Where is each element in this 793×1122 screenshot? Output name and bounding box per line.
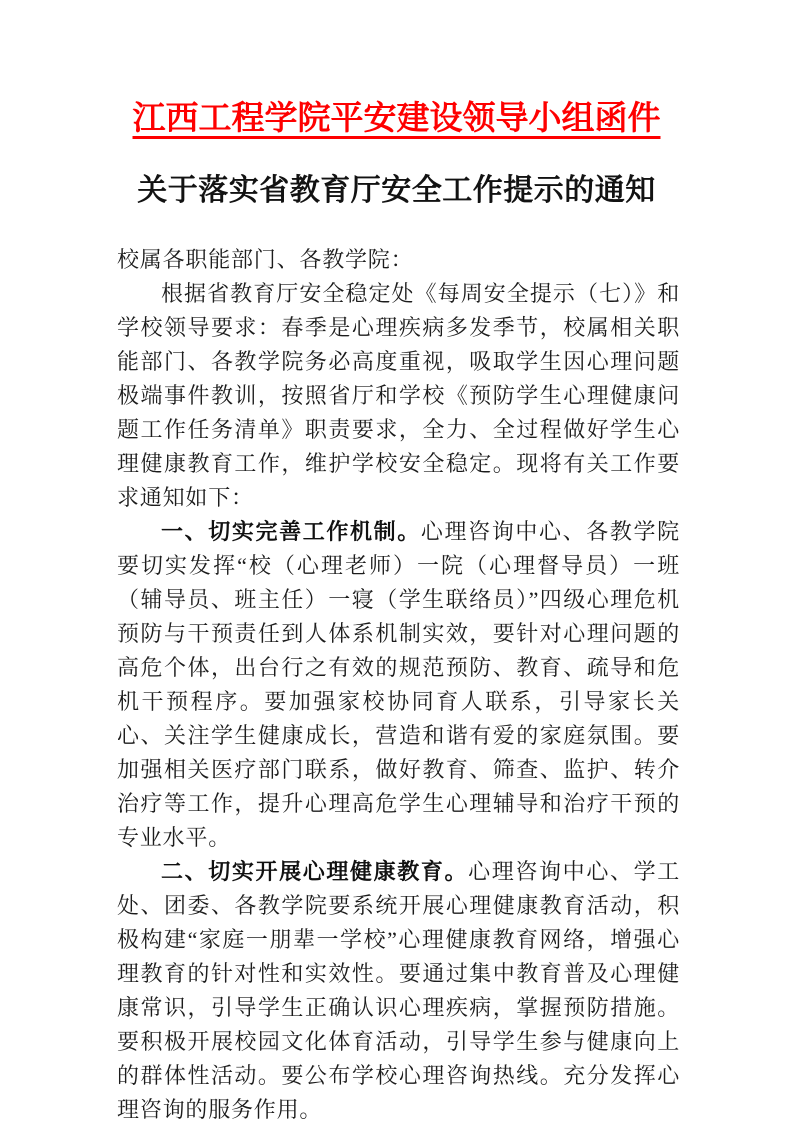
letterhead-title: 江西工程学院平安建设领导小组函件 (132, 99, 661, 136)
section-1-paragraph (117, 515, 680, 855)
document-body (117, 243, 680, 1122)
section-2-paragraph (117, 855, 680, 1122)
section-2-heading: 二、切实开展心理健康教育。 (161, 859, 469, 884)
section-1-heading: 一、切实完善工作机制。 (161, 519, 421, 544)
section-1-text: 心理咨询中心、各教学院要切实发挥“校（心理老师）一院（心理督导员）一班（辅导员、班主任）一寝（学生联络员）”四级心理危机预防与干预责任到人体系机制实效，要针对心理问题的高危个体，出台行之有效的规范预防、教育、疏导和危机干预程序。要加强家校协同育人联系，引导家长关心、关注学生健康成长，营造和谐有爱的家庭氛围。要加强相关医疗部门联系，做好教育、筛查、监护、转介治疗等工作，提升心理高危学生心理辅导和治疗干预的专业水平。 (117, 519, 680, 850)
letterhead (0, 0, 793, 139)
subject-line (0, 165, 793, 209)
intro-paragraph: 根据省教育厅安全稳定处《每周安全提示（七）》和学校领导要求：春季是心理疾病多发季节，校属相关职能部门、各教学院务必高度重视，吸取学生因心理问题极端事件教训，按照省厅和学校《预防学生心理健康问题工作任务清单》职责要求，全力、全过程做好学生心理健康教育工作，维护学校安全稳定。现将有关工作要求通知如下： (117, 281, 680, 510)
section-2-text: 心理咨询中心、学工处、团委、各教学院要系统开展心理健康教育活动，积极构建“家庭一朋辈一学校”心理健康教育网络，增强心理教育的针对性和实效性。要通过集中教育普及心理健康常识，引导学生正确认识心理疾病，掌握预防措施。要积极开展校园文化体育活动，引导学生参与健康向上的群体性活动。要公布学校心理咨询热线。充分发挥心理咨询的服务作用。 (117, 859, 680, 1122)
salutation: 校属各职能部门、各教学院： (117, 247, 414, 272)
notice-title: 关于落实省教育厅安全工作提示的通知 (137, 174, 656, 207)
